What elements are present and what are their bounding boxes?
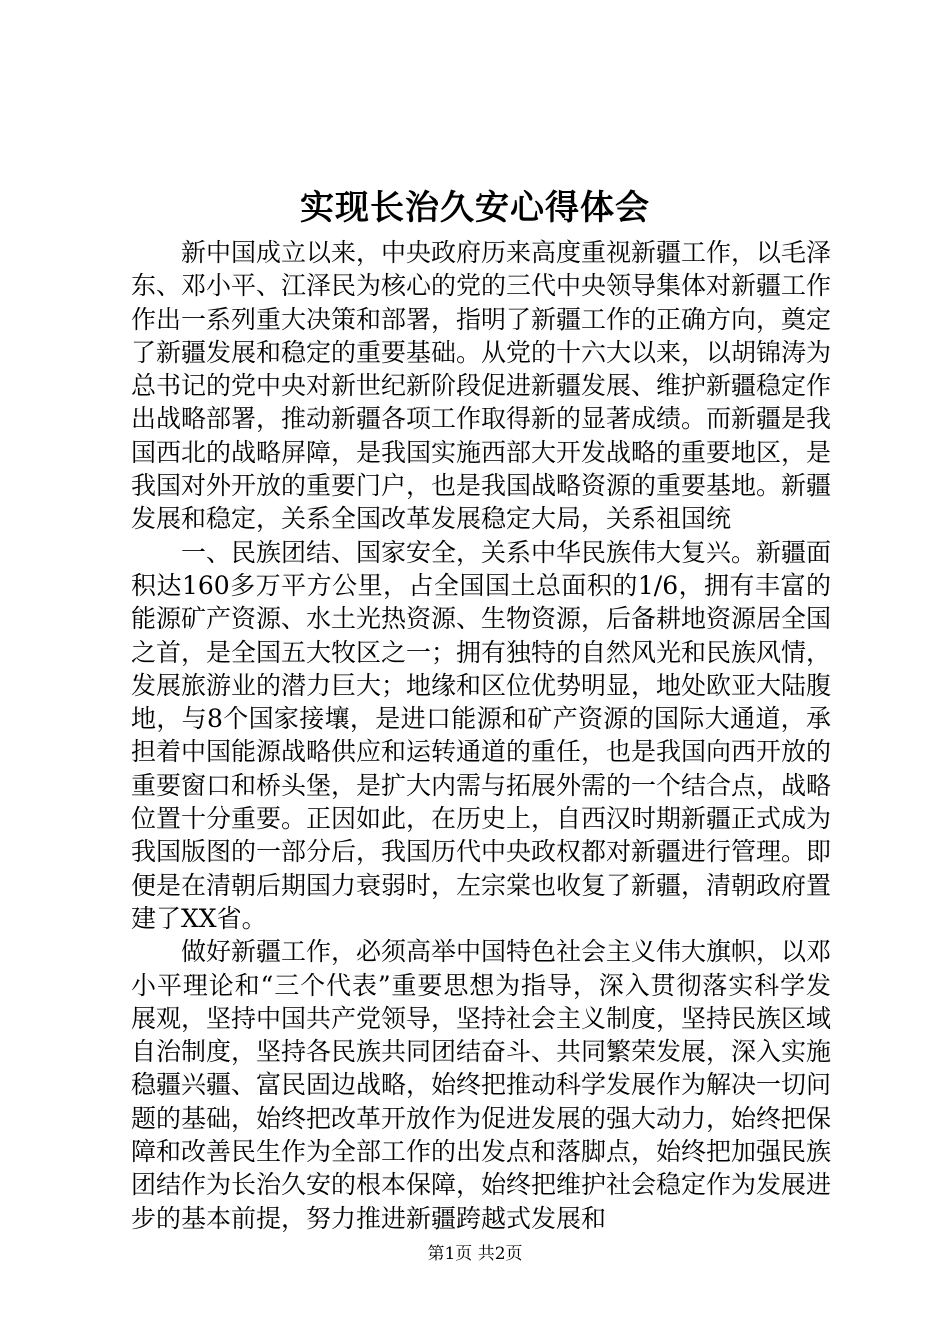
paragraph-3: 做好新疆工作，必须高举中国特色社会主义伟大旗帜，以邓小平理论和“三个代表”重要思想为指导，深入贯彻落实科学发展观，坚持中国共产党领导，坚持社会主义制度，坚持民族区域自治制度，坚持各民族共同团结奋斗、共同繁荣发展，深入实施稳疆兴疆、富民固边战略，始终把推动科学发展作为解决一切问题的基础，始终把改革开放作为促进发展的强大动力，始终把保障和改善民生作为全部工作的出发点和落脚点，始终把加强民族团结作为长治久安的根本保障，始终把维护社会稳定作为发展进步的基本前提，努力推进新疆跨越式发展和 xyxy=(131,937,832,1233)
page-footer: 第1页 共2页 xyxy=(427,1244,523,1264)
paragraph-1: 新中国成立以来，中央政府历来高度重视新疆工作，以毛泽东、邓小平、江泽民为核心的党的三代中央领导集体对新疆工作作出一系列重大决策和部署，指明了新疆工作的正确方向，奠定了新疆发展和稳定的重要基础。从党的十六大以来，以胡锦涛为总书记的党中央对新世纪新阶段促进新疆发展、维护新疆稳定作出战略部署，推动新疆各项工作取得新的显著成绩。而新疆是我国西北的战略屏障，是我国实施西部大开发战略的重要地区，是我国对外开放的重要门户，也是我国战略资源的重要基地。新疆发展和稳定，关系全国改革发展稳定大局，关系祖国统 xyxy=(131,238,832,534)
paragraph-2: 一、民族团结、国家安全，关系中华民族伟大复兴。新疆面积达160多万平方公里，占全国国土总面积的1/6，拥有丰富的能源矿产资源、水土光热资源、生物资源，后备耕地资源居全国之首，是全国五大牧区之一；拥有独特的自然风光和民族风情，发展旅游业的潜力巨大；地缘和区位优势明显，地处欧亚大陆腹地，与8个国家接壤，是进口能源和矿产资源的国际大通道，承担着中国能源战略供应和运转通道的重任，也是我国向西开放的重要窗口和桥头堡，是扩大内需与拓展外需的一个结合点，战略位置十分重要。正因如此，在历史上，自西汉时期新疆正式成为我国版图的一部分后，我国历代中央政权都对新疆进行管理。即便是在清朝后期国力衰弱时，左宗棠也收复了新疆，清朝政府置建了XX省。 xyxy=(131,537,832,933)
document-title: 实现长治久安心得体会 xyxy=(300,188,650,228)
document-body xyxy=(131,236,831,1235)
